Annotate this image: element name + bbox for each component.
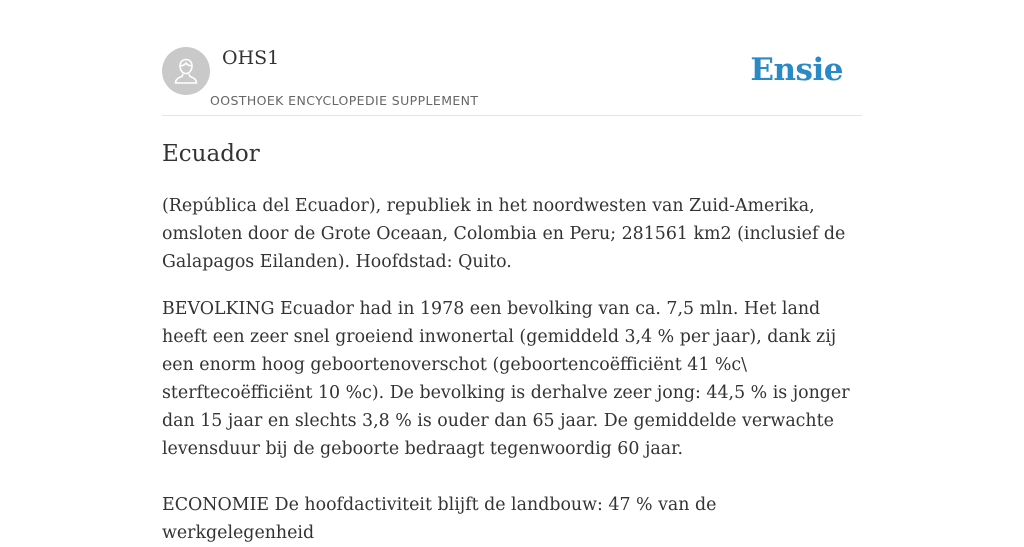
source-avatar[interactable] [162,47,210,95]
header [162,0,862,116]
article-paragraph-bevolking: BEVOLKING Ecuador had in 1978 een bevolking van ca. 7,5 mln. Het land heeft een zeer snel groeiend inwonertal (gemiddeld 3,4 % per jaar), dank zij een enorm hoog geboortenoverschot (geboortencoëfficiënt 41 %c\ sterftecoëfficiënt 10 %c). De bevolking is derhalve zeer jong: 44,5 % is jonger dan 15 jaar en slechts 3,8 % is ouder dan 65 jaar. De gemiddelde verwachte levensduur bij de geboorte bedraagt tegenwoordig 60 jaar. [162,299,850,459]
article [162,138,867,547]
source-subtitle: OOSTHOEK ENCYCLOPEDIE SUPPLEMENT [210,93,479,108]
article-paragraph-economie: ECONOMIE De hoofdactiviteit blijft de landbouw: 47 % van de werkgelegenheid [162,495,717,543]
article-paragraph-intro: (República del Ecuador), republiek in het noordwesten van Zuid-Amerika, omsloten door de Grote Oceaan, Colombia en Peru; 281561 km2 (inclusief de Galapagos Eilanden). Hoofdstad: Quito. [162,196,846,272]
article-title: Ecuador [162,141,260,167]
brand-logo[interactable]: Ensie [750,52,843,88]
source-name-link[interactable]: OHS1 [222,47,280,69]
user-avatar-icon [162,47,210,95]
